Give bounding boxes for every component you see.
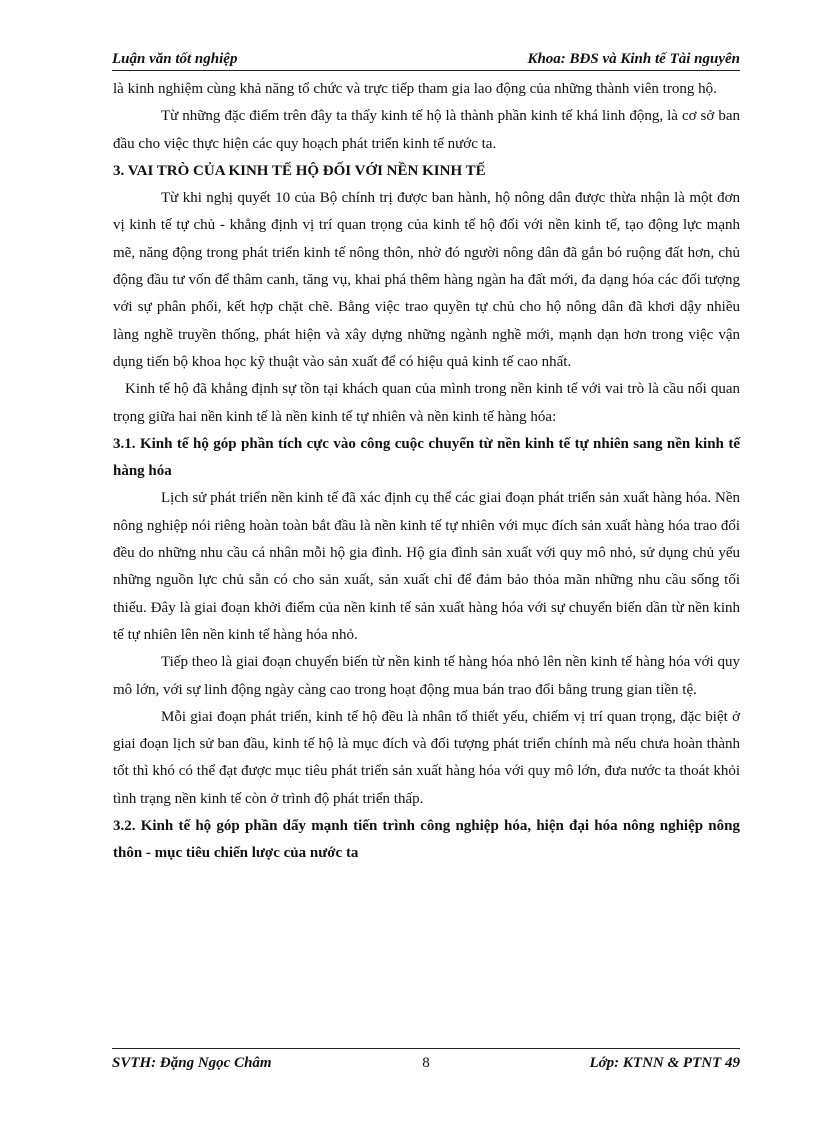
paragraph-4: Kinh tế hộ đã khẳng định sự tồn tại khách quan của mình trong nền kinh tế với vai trò là cầu nối quan trọng giữa hai nền kinh tế là nền kinh tế tự nhiên và nền kinh tế hàng hóa:: [113, 381, 740, 425]
section-heading-3: 3. VAI TRÒ CỦA KINH TẾ HỘ ĐỐI VỚI NỀN KINH TẾ: [113, 162, 486, 179]
section-heading-3-2: 3.2. Kinh tế hộ góp phần dẩy mạnh tiến trình công nghiệp hóa, hiện đại hóa nông nghiệp nông thôn - mục tiêu chiến lược của nước ta: [113, 818, 740, 862]
page-footer: [112, 1048, 740, 1072]
paragraph-2: Từ những đặc điểm trên đây ta thấy kinh tế hộ là thành phần kinh tế khá linh động, là cơ sở ban đầu cho việc thực hiện các quy hoạch phát triển kinh tế nước ta.: [113, 108, 740, 152]
paragraph-7: Mỗi giai đoạn phát triển, kinh tế hộ đều là nhân tố thiết yếu, chiếm vị trí quan trọng, đặc biệt ở giai đoạn lịch sử ban đầu, kinh tế hộ là mục đích và đối tượng phát triển chính mà nếu chưa hoàn thành tốt thì khó có thể đạt được mục tiêu phát triển sản xuất hàng hóa với quy mô lớn, đưa nước ta thoát khỏi tình trạng nền kinh tế còn ở trình độ phát triển thấp.: [113, 708, 740, 807]
section-heading-3-1: 3.1. Kinh tế hộ góp phần tích cực vào công cuộc chuyển từ nền kinh tế tự nhiên sang nền kinh tế hàng hóa: [113, 435, 740, 480]
page-number: 8: [422, 1055, 430, 1071]
paragraph-5: Lịch sử phát triển nền kinh tế đã xác định cụ thể các giai đoạn phát triển sản xuất hàng hóa. Nền nông nghiệp nói riêng hoàn toàn bắt đầu là nền kinh tế tự nhiên với mục đích sản xuất hàng hóa trao đổi đều do những nhu cầu cá nhân mỗi hộ gia đình. Hộ gia đình sản xuất với quy mô nhỏ, sử dụng chủ yếu những nguồn lực chủ sẵn có cho sản xuất, sản xuất chỉ để đảm bảo thỏa mãn những nhu cầu sống tối thiểu. Đây là giai đoạn khởi điểm của nền kinh tế sản xuất hàng hóa với sự chuyển biến dần từ nền kinh tế tự nhiên lên nền kinh tế hàng hóa nhỏ.: [113, 490, 740, 643]
footer-class: Lớp: KTNN & PTNT 49: [589, 1055, 740, 1071]
header-right-department: Khoa: BĐS và Kinh tế Tài nguyên: [527, 51, 740, 67]
page-header: [112, 44, 740, 71]
paragraph-3: Từ khi nghị quyết 10 của Bộ chính trị được ban hành, hộ nông dân được thừa nhận là một đơn vị kinh tế tự chủ - khẳng định vị trí quan trọng của kinh tế hộ đối với nền kinh tế, tạo động lực mạnh mẽ, năng động trong phát triển kinh tế nông thôn, nhờ đó người nông dân đã gắn bó ruộng đất hơn, chủ động đầu tư vốn để thâm canh, tăng vụ, khai phá thêm hàng ngàn ha đất mới, đa dạng hóa các đối tượng với sự phân phối, kết hợp chặt chẽ. Bằng việc trao quyền tự chủ cho hộ nông dân đã khơi dậy nhiều làng nghề truyền thống, phát hiện và xây dựng những ngành nghề mới, mạnh dạn hơn trong việc vận dụng tiến bộ khoa học kỹ thuật vào sản xuất để có hiệu quả kinh tế cao nhất.: [113, 190, 740, 370]
footer-student-name: SVTH: Đặng Ngọc Châm: [112, 1055, 272, 1071]
paragraph-1: là kinh nghiệm cùng khả năng tổ chức và trực tiếp tham gia lao động của những thành viên trong hộ.: [113, 81, 717, 97]
header-left-title: Luận văn tốt nghiệp: [112, 51, 238, 67]
document-body: [113, 76, 740, 868]
paragraph-6: Tiếp theo là giai đoạn chuyển biến từ nền kinh tế hàng hóa nhỏ lên nền kinh tế hàng hóa với quy mô lớn, với sự linh động ngày càng cao trong hoạt động mua bán trao đổi bằng trung gian tiền tệ.: [113, 654, 740, 698]
